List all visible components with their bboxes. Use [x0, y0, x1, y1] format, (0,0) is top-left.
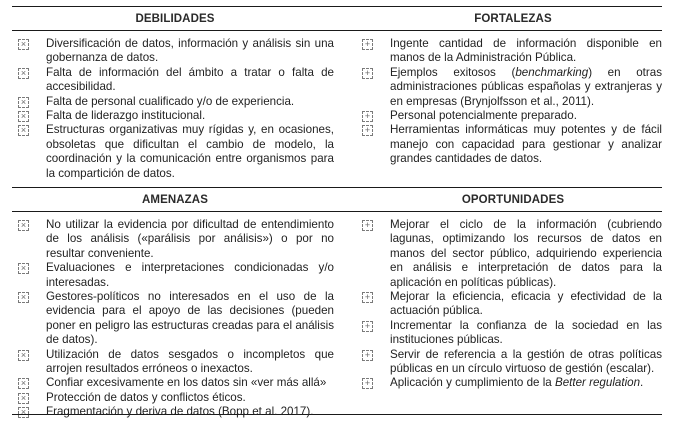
- list-item: [362, 218, 662, 290]
- heading-oportunidades: OPORTUNIDADES: [461, 193, 565, 206]
- list-item-text: Herramientas informáticas muy potentes y de fácil manejo con capacidad para gestionar y analizar grandes cantidades de datos.: [390, 123, 662, 166]
- x-box-icon: ×: [18, 68, 29, 79]
- list-item-text: [390, 376, 662, 390]
- list-item: [18, 95, 334, 109]
- plus-box-icon: +: [362, 321, 373, 332]
- oportunidades-list: [334, 218, 662, 414]
- heading-amenazas: AMENAZAS: [142, 193, 208, 206]
- header-row-top: [12, 7, 662, 30]
- list-item-text: Personal potencialmente preparado.: [390, 109, 577, 123]
- list-item: [18, 405, 334, 419]
- list-item-text: Gestores-políticos no interesados en el uso de la evidencia para el apoyo de las decisiones (pueden poner en peligro las estructuras creadas para el análisis de datos).: [46, 290, 334, 347]
- text-segment: Ejemplos exitosos (: [390, 65, 516, 79]
- list-item: [18, 391, 334, 405]
- list-item: [18, 290, 334, 348]
- heading-fortalezas: FORTALEZAS: [474, 12, 552, 25]
- list-item: [18, 218, 334, 261]
- plus-box-icon: +: [362, 350, 373, 361]
- list-item: [362, 37, 662, 66]
- list-item-text: No utilizar la evidencia por dificultad de entendimiento de los análisis («parálisis por análisis») o por no resultar conveniente.: [46, 218, 334, 260]
- plus-box-icon: +: [362, 39, 373, 50]
- x-box-icon: ×: [18, 292, 29, 303]
- list-item: [18, 109, 334, 123]
- list-item-text: Utilización de datos sesgados o incompletos que arrojen resultados erróneos o inexactos.: [46, 347, 334, 376]
- list-item-text: Diversificación de datos, información y análisis sin una gobernanza de datos.: [46, 37, 334, 65]
- text-segment: .: [640, 376, 644, 390]
- list-item: [18, 261, 334, 290]
- list-item-text: Ingente cantidad de información disponible en manos de la Administración Pública.: [390, 37, 662, 65]
- list-item: [362, 66, 662, 109]
- list-item-text: Confiar excesivamente en los datos sin «ver más allá»: [46, 376, 327, 390]
- list-item: [18, 348, 334, 377]
- x-box-icon: ×: [18, 350, 29, 361]
- fortalezas-list: [334, 37, 662, 187]
- list-item: [18, 66, 334, 95]
- text-segment: ) en otras administraciones públicas españolas y extranjeras y en empresas (Brynjolfsson et al., 2011).: [390, 65, 662, 108]
- amenazas-list: [12, 218, 334, 419]
- swot-table: [12, 6, 662, 419]
- x-box-icon: ×: [18, 125, 29, 136]
- list-item-text: Servir de referencia a la gestión de otras políticas públicas en un círculo virtuoso de gestión (escalar).: [390, 347, 662, 376]
- list-item: [18, 123, 334, 181]
- content-row-top: [12, 31, 662, 187]
- plus-box-icon: +: [362, 68, 373, 79]
- list-item-text: Protección de datos y conflictos éticos.: [46, 390, 246, 404]
- plus-box-icon: +: [362, 378, 373, 389]
- list-item-text: Evaluaciones e interpretaciones condicionadas y/o interesadas.: [46, 261, 334, 289]
- list-item-text: Estructuras organizativas muy rígidas y, en ocasiones, obsoletas que dificultan el cambio de modelo, la coordinación y la comunicación entre organismos para la compartición de datos.: [46, 123, 334, 180]
- content-row-bottom: [12, 212, 662, 419]
- debilidades-list: [12, 37, 334, 187]
- list-item: [18, 376, 334, 390]
- list-item: [362, 376, 662, 390]
- list-item: [362, 319, 662, 348]
- x-box-icon: ×: [18, 407, 29, 418]
- list-item: [362, 348, 662, 377]
- x-box-icon: ×: [18, 97, 29, 108]
- list-item-text: Falta de personal cualificado y/o de experiencia.: [46, 94, 295, 108]
- list-item: [362, 109, 662, 123]
- header-row-bottom: [12, 188, 662, 211]
- list-item-text: Falta de liderazgo institucional.: [46, 109, 206, 123]
- list-item-text: [390, 66, 662, 109]
- list-item-text: Mejorar la eficiencia, eficacia y efectividad de la actuación pública.: [390, 290, 662, 318]
- x-box-icon: ×: [18, 393, 29, 404]
- plus-box-icon: +: [362, 292, 373, 303]
- x-box-icon: ×: [18, 111, 29, 122]
- emphasized-term: benchmarking: [515, 65, 589, 79]
- x-box-icon: ×: [18, 220, 29, 231]
- plus-box-icon: +: [362, 220, 373, 231]
- x-box-icon: ×: [18, 39, 29, 50]
- plus-box-icon: +: [362, 111, 373, 122]
- list-item-text: Fragmentación y deriva de datos (Bopp et al. 2017).: [46, 405, 314, 419]
- list-item-text: Falta de información del ámbito a tratar o falta de accesibilidad.: [46, 65, 334, 94]
- plus-box-icon: +: [362, 125, 373, 136]
- list-item-text: Mejorar el ciclo de la información (cubriendo lagunas, optimizando los recursos de datos en manos del sector público, adquiriendo experiencia en análisis e interpretación de datos para la aplicación en políticas públicas).: [390, 218, 662, 289]
- heading-debilidades: DEBILIDADES: [135, 12, 215, 25]
- list-item: [18, 37, 334, 66]
- list-item-text: Incrementar la confianza de la sociedad en las instituciones públicas.: [390, 318, 662, 347]
- emphasized-term: Better regulation: [554, 376, 641, 390]
- x-box-icon: ×: [18, 378, 29, 389]
- list-item: [362, 123, 662, 166]
- x-box-icon: ×: [18, 263, 29, 274]
- text-segment: Aplicación y cumplimiento de la: [390, 376, 555, 390]
- list-item: [362, 290, 662, 319]
